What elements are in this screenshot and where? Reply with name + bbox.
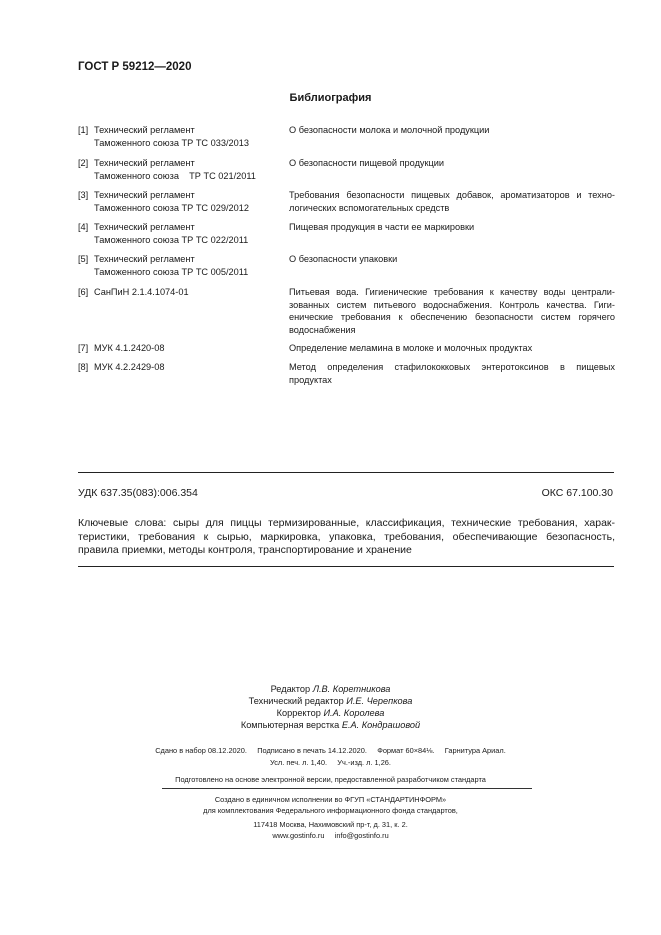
- bibliography-item-description: [289, 342, 615, 355]
- oks-code: ОКС 67.100.30: [541, 487, 613, 499]
- bibliography-description-line: зованных систем питьевого водоснабжения. Контроль качества. Гиги-: [289, 299, 615, 310]
- credits-layout: [0, 719, 661, 731]
- keywords-line: теристики, требования к сырью, маркировка, упаковка, требования, обеспечивающие безопасность,: [78, 530, 615, 543]
- bibliography-description-line: продуктах: [289, 374, 332, 385]
- bibliography-item-source: [94, 221, 284, 246]
- credit-label: Технический редактор: [248, 696, 344, 706]
- imprint-purpose: для комплектования Федерального информационного фонда стандартов,: [203, 806, 458, 815]
- bibliography-item-description: [289, 124, 615, 137]
- bibliography-source-line: СанПиН 2.1.4.1074-01: [94, 287, 189, 297]
- bibliography-item-source: [94, 124, 284, 149]
- bibliography-item-number: [7]: [78, 343, 89, 353]
- bibliography-description-line: Метод определения стафилококковых энтеротоксинов в пищевых: [289, 362, 615, 372]
- bibliography-item-description: [289, 157, 615, 170]
- bibliography-item-source: [94, 342, 284, 355]
- bibliography-item-description: [289, 189, 615, 214]
- keywords-line: правила приемки, методы контроля, транспортирование и хранение: [78, 544, 412, 556]
- credits-editor: [0, 683, 661, 695]
- bibliography-description-line: Питьевая вода. Гигиенические требования к качеству воды централи-: [289, 287, 615, 297]
- bibliography-item-description: [289, 221, 615, 234]
- bibliography-description-line: Требования безопасности пищевых добавок, ароматизаторов и техно-: [289, 190, 615, 200]
- bibliography-source-line: Таможенного союза ТР ТС 021/2011: [94, 170, 256, 181]
- credit-label: Компьютерная верстка: [240, 720, 340, 730]
- bibliography-description-line: Пищевая продукция в части ее маркировки: [289, 222, 475, 232]
- credit-name: И.А. Королева: [323, 708, 385, 718]
- bibliography-item-number: [3]: [78, 190, 89, 200]
- bibliography-description-line: О безопасности молока и молочной продукции: [289, 125, 490, 135]
- credit-name: И.Е. Черепкова: [346, 696, 413, 706]
- imprint-sheet-info: Усл. печ. л. 1,40. Уч.-изд. л. 1,26.: [270, 758, 391, 767]
- udc-code: УДК 637.35(083):006.354: [78, 487, 198, 499]
- bibliography-item-source: [94, 286, 284, 299]
- bibliography-item-number: [6]: [78, 287, 89, 297]
- bibliography-item-source: [94, 157, 284, 182]
- bibliography-title: Библиография: [289, 92, 372, 104]
- imprint-divider: [162, 788, 532, 789]
- bibliography-item-description: [289, 253, 615, 266]
- imprint-source-note: Подготовлено на основе электронной версии, предоставленной разработчиком стандарта: [175, 775, 486, 784]
- bibliography-item-number: [2]: [78, 158, 89, 168]
- bibliography-source-line: Таможенного союза ТР ТС 022/2011: [94, 234, 249, 245]
- divider-top: [78, 472, 614, 473]
- bibliography-item-source: [94, 361, 284, 374]
- keywords-block: [78, 517, 615, 558]
- credit-label: Корректор: [276, 708, 321, 718]
- bibliography-source-line: Технический регламент: [94, 125, 195, 135]
- bibliography-source-line: Таможенного союза ТР ТС 005/2011: [94, 266, 249, 277]
- imprint-contacts: www.gostinfo.ru info@gostinfo.ru: [272, 831, 389, 840]
- bibliography-source-line: Технический регламент: [94, 222, 195, 232]
- bibliography-source-line: МУК 4.1.2420-08: [94, 343, 165, 353]
- bibliography-description-line: енические требования к обеспечению безопасности систем горячего: [289, 312, 615, 323]
- credit-name: Л.В. Коретникова: [312, 684, 391, 694]
- credit-name: Е.А. Кондрашовой: [341, 720, 421, 730]
- bibliography-description-line: Определение меламина в молоке и молочных продуктах: [289, 343, 533, 353]
- credits-corrector: [0, 707, 661, 719]
- bibliography-item-source: [94, 189, 284, 214]
- bibliography-item-source: [94, 253, 284, 278]
- bibliography-description-line: О безопасности упаковки: [289, 254, 398, 264]
- bibliography-item-number: [1]: [78, 125, 89, 135]
- bibliography-source-line: Таможенного союза ТР ТС 033/2013: [94, 137, 249, 148]
- divider-bottom: [78, 566, 614, 567]
- bibliography-source-line: Технический регламент: [94, 190, 195, 200]
- bibliography-item-number: [8]: [78, 362, 89, 372]
- bibliography-item-description: [289, 361, 615, 386]
- bibliography-item-number: [4]: [78, 222, 89, 232]
- imprint-print-info: Сдано в набор 08.12.2020. Подписано в печать 14.12.2020. Формат 60×84⅛. Гарнитура Ариал.: [155, 746, 506, 755]
- imprint-address: 117418 Москва, Нахимовский пр-т, д. 31, к. 2.: [253, 820, 408, 829]
- imprint-publisher: Создано в единичном исполнении во ФГУП «СТАНДАРТИНФОРМ»: [214, 795, 447, 804]
- bibliography-source-line: Технический регламент: [94, 254, 195, 264]
- bibliography-description-line: О безопасности пищевой продукции: [289, 158, 445, 168]
- keywords-line: Ключевые слова: сыры для пиццы термизированные, классификация, технические требования, харак-: [78, 517, 615, 529]
- bibliography-description-line: логических вспомогательных средств: [289, 202, 450, 213]
- bibliography-item-description: [289, 286, 615, 336]
- bibliography-source-line: Таможенного союза ТР ТС 029/2012: [94, 202, 249, 213]
- bibliography-source-line: МУК 4.2.2429-08: [94, 362, 165, 372]
- bibliography-description-line: водоснабжения: [289, 324, 356, 335]
- bibliography-source-line: Технический регламент: [94, 158, 195, 168]
- document-code: ГОСТ Р 59212—2020: [78, 61, 192, 73]
- credit-label: Редактор: [270, 684, 311, 694]
- bibliography-item-number: [5]: [78, 254, 89, 264]
- credits-tech-editor: [0, 695, 661, 707]
